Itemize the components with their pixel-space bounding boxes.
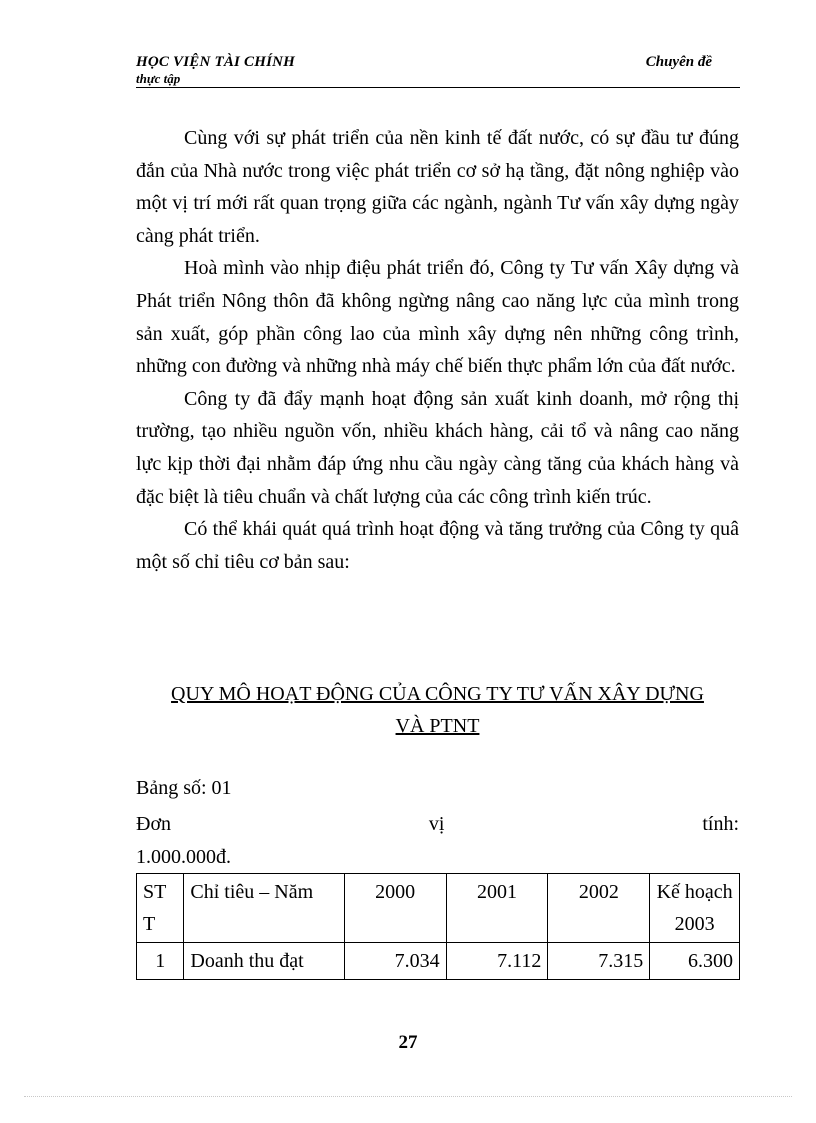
table-row: [137, 943, 740, 980]
header-2000: 2000: [344, 874, 446, 943]
header-2002: 2002: [548, 874, 650, 943]
page-number: 27: [398, 1032, 418, 1053]
header-row: [136, 54, 740, 71]
cell-plan-2003: 6.300: [650, 943, 740, 980]
body-text: [136, 122, 739, 578]
header-indicator: Chỉ tiêu – Năm: [184, 874, 344, 943]
cell-2000: 7.034: [344, 943, 446, 980]
page-header: [136, 54, 740, 86]
header-doc-type: Chuyên đề: [645, 54, 712, 70]
cell-indicator: Doanh thu đạt: [184, 943, 344, 980]
cell-2002: 7.315: [548, 943, 650, 980]
section-title: [136, 678, 739, 742]
header-institution: HỌC VIỆN TÀI CHÍNH: [136, 54, 296, 70]
header-stt: ST T: [137, 874, 184, 943]
paragraph: Hoà mình vào nhịp điệu phát triển đó, Công ty Tư vấn Xây dựng và Phát triển Nông thôn đã không ngừng nâng cao năng lực của mình trong sản xuất, góp phần công lao của mình xây dựng nên những công trình, những con đường và những nhà máy chế biến thực phẩm lớn của đất nước.: [136, 257, 739, 378]
header-plan-2003: Kế hoạch 2003: [650, 874, 740, 943]
cell-2001: 7.112: [446, 943, 548, 980]
unit-value: 1.000.000đ.: [136, 846, 231, 868]
section-title-line2: VÀ PTNT: [395, 715, 480, 737]
paragraph: Công ty đã đẩy mạnh hoạt động sản xuất kinh doanh, mở rộng thị trường, tạo nhiều nguồn vốn, nhiều khách hàng, cải tổ và nâng cao năng lực kịp thời đại nhằm đáp ứng nhu cầu ngày càng tăng của khách hàng và đặc biệt là tiêu chuẩn và chất lượng của các công trình kiến trúc.: [136, 387, 739, 508]
data-table: [136, 873, 740, 980]
table-header-row: [137, 874, 740, 943]
header-2001: 2001: [446, 874, 548, 943]
cell-stt: 1: [137, 943, 184, 980]
page-bottom-edge: [24, 1096, 792, 1097]
table-number: Bảng số: 01: [136, 777, 232, 799]
unit-label: Đơn vị tính:: [136, 813, 739, 835]
paragraph: Cùng với sự phát triển của nền kinh tế đất nước, có sự đầu tư đúng đắn của Nhà nước trong việc phát triển cơ sở hạ tầng, đặt nông nghiệp vào một vị trí mới rất quan trọng giữa các ngành, ngành Tư vấn xây dựng ngày càng phát triển.: [136, 127, 739, 247]
section-title-line1: QUY MÔ HOẠT ĐỘNG CỦA CÔNG TY TƯ VẤN XÂY DỰNG: [171, 683, 704, 705]
paragraph: Có thể khái quát quá trình hoạt động và tăng trưởng của Công ty quâ một số chỉ tiêu cơ bản sau:: [136, 518, 739, 573]
header-divider: [136, 87, 740, 88]
header-subtitle: thực tập: [136, 71, 181, 86]
